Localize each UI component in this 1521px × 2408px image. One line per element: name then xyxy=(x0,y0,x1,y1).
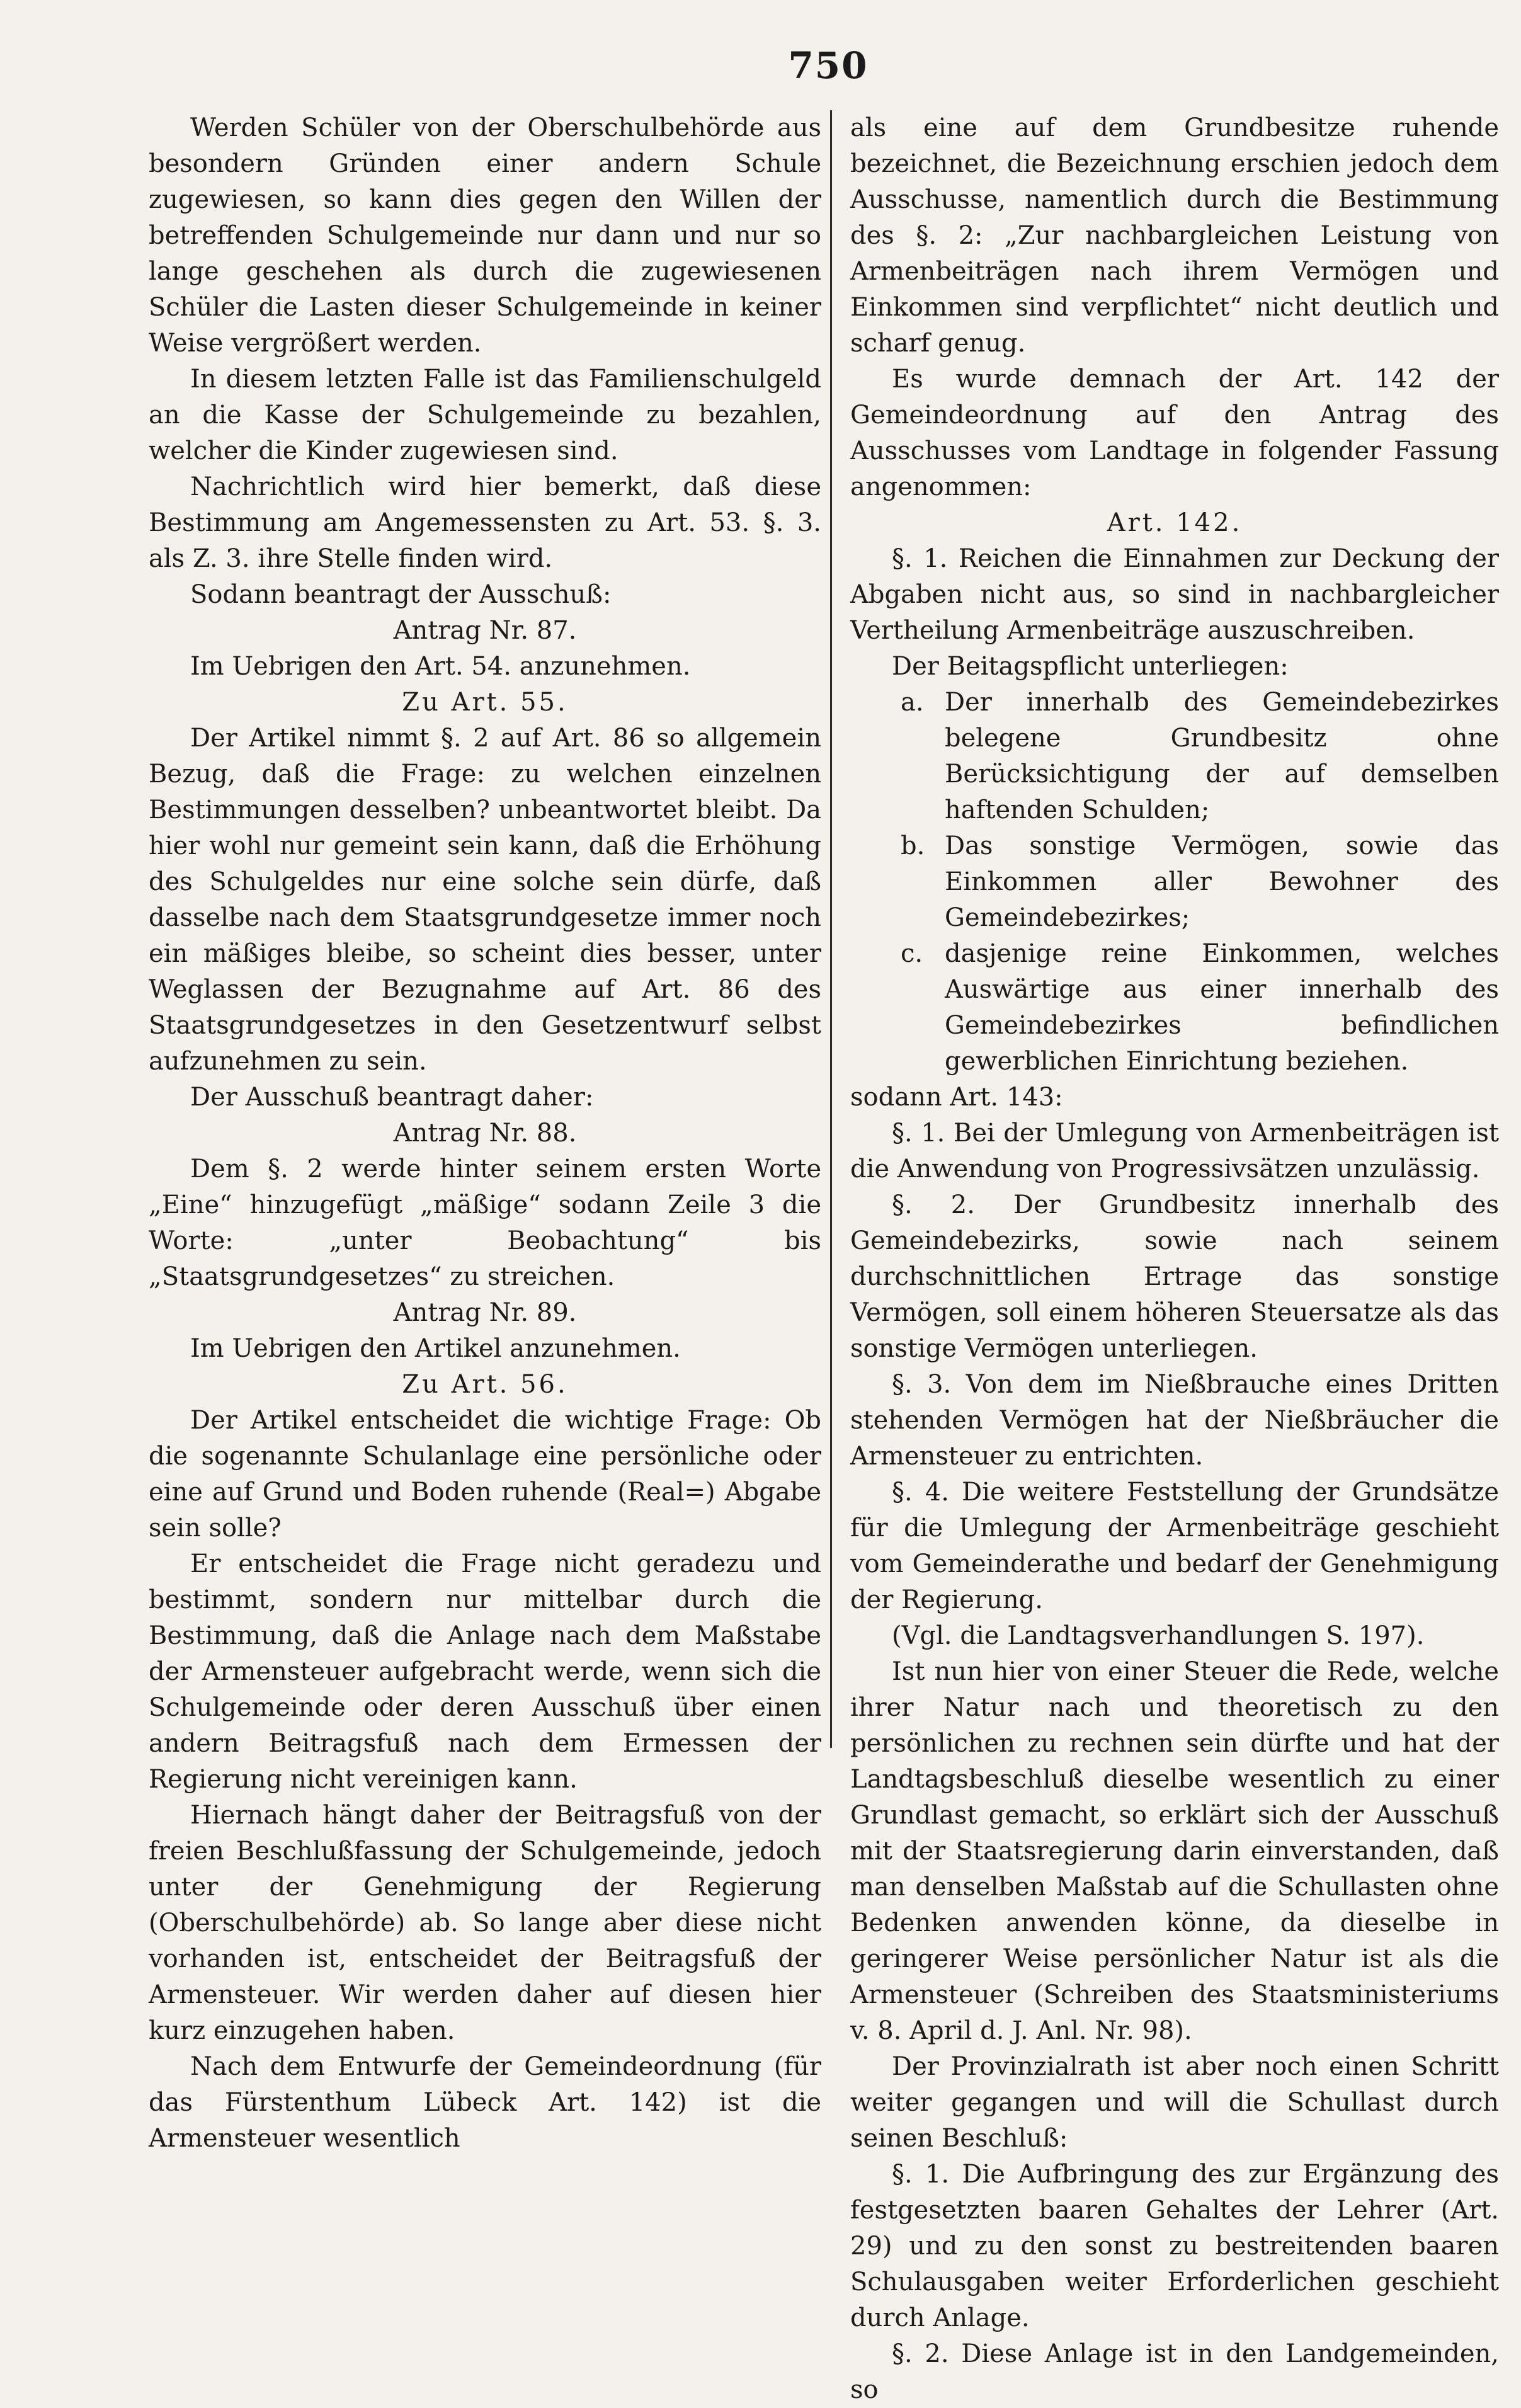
paragraph: sodann Art. 143: xyxy=(850,1083,1063,1112)
paragraph: Der Artikel entscheidet die wichtige Frage: Ob die sogenannte Schulanlage eine persönliche oder eine auf Grund und Boden ruhende (Real=) Abgabe sein solle? xyxy=(149,1406,821,1543)
paragraph: Im Uebrigen den Art. 54. anzunehmen. xyxy=(190,652,691,681)
paragraph: Werden Schüler von der Oberschulbehörde aus besondern Gründen einer andern Schule zugewiesen, so kann dies gegen den Willen der betreffenden Schulgemeinde nur dann und nur so lange geschehen als durch die zugewiesenen Schüler die Lasten dieser Schulgemeinde in keiner Weise vergrößert werden. xyxy=(149,113,821,358)
paragraph: Dem §. 2 werde hinter seinem ersten Worte „Eine“ hinzugefügt „mäßige“ sodann Zeile 3 die Worte: „unter Beobachtung“ bis „Staatsgrundgesetzes“ zu streichen. xyxy=(149,1155,821,1291)
paragraph: Hiernach hängt daher der Beitragsfuß von der freien Beschlußfassung der Schulgemeinde, jedoch unter der Genehmigung der Regierung (Oberschulbehörde) ab. So lange aber diese nicht vorhanden ist, entscheidet der Beitragsfuß der Armensteuer. Wir werden daher auf diesen hier kurz einzugehen haben. xyxy=(149,1801,821,2045)
paragraph: Ist nun hier von einer Steuer die Rede, welche ihrer Natur nach und theoretisch zu den persönlichen zu rechnen sein dürfte und hat der Landtagsbeschluß dieselbe wesentlich zu einer Grundlast gemacht, so erklärt sich der Ausschuß mit der Staatsregierung darin einverstanden, daß man denselben Maßstab auf die Schullasten ohne Bedenken anwenden könne, da dieselbe in geringerer Weise persönlicher Natur ist als die Armensteuer (Schreiben des Staatsministeriums v. 8. April d. J. Anl. Nr. 98). xyxy=(850,1657,1499,2045)
paragraph: §. 1. Bei der Umlegung von Armenbeiträgen ist die Anwendung von Progressivsätzen unzulässig. xyxy=(850,1119,1499,1184)
paragraph: Der Beitagspflicht unterliegen: xyxy=(892,652,1289,681)
list-item xyxy=(850,936,1499,1080)
article-heading: Art. 142. xyxy=(1107,508,1243,537)
paragraph: Im Uebrigen den Artikel anzunehmen. xyxy=(190,1334,681,1363)
paragraph: Er entscheidet die Frage nicht geradezu und bestimmt, sondern nur mittelbar durch die Bestimmung, daß die Anlage nach dem Maßstabe der Armensteuer aufgebracht werde, wenn sich die Schulgemeinde oder deren Ausschuß über einen andern Beitragsfuß nach dem Ermessen der Regierung nicht vereinigen kann. xyxy=(149,1549,821,1794)
paragraph: §. 1. Die Aufbringung des zur Ergänzung des festgesetzten baaren Gehaltes der Lehrer (Art. 29) und zu den sonst zu bestreitenden baaren Schulausgaben weiter Erforderlichen geschieht durch Anlage. xyxy=(850,2160,1499,2332)
list-item xyxy=(850,685,1499,828)
paragraph: §. 4. Die weitere Feststellung der Grundsätze für die Umlegung der Armenbeiträge geschieht vom Gemeinderathe und bedarf der Genehmigung der Regierung. xyxy=(850,1478,1499,1614)
paragraph: Sodann beantragt der Ausschuß: xyxy=(190,580,612,609)
right-column xyxy=(850,110,1499,2408)
list-item-label: b. xyxy=(901,831,925,860)
paragraph: §. 1. Reichen die Einnahmen zur Deckung der Abgaben nicht aus, so sind in nachbargleicher Vertheilung Armenbeiträge auszuschreiben. xyxy=(850,544,1499,645)
article-heading: Zu Art. 56. xyxy=(402,1370,568,1399)
paragraph: Nachrichtlich wird hier bemerkt, daß diese Bestimmung am Angemessensten zu Art. 53. §. 3. als Z. 3. ihre Stelle finden wird. xyxy=(149,472,821,573)
paragraph: §. 2. Diese Anlage ist in den Landgemeinden, so xyxy=(850,2339,1499,2404)
list-item-text: Das sonstige Vermögen, sowie das Einkommen aller Bewohner des Gemeindebezirkes; xyxy=(945,831,1499,932)
paragraph: Der Ausschuß beantragt daher: xyxy=(190,1083,594,1112)
motion-heading: Antrag Nr. 89. xyxy=(393,1298,577,1327)
left-column xyxy=(149,110,821,2157)
page-number: 750 xyxy=(788,44,869,87)
paragraph: Nach dem Entwurfe der Gemeindeordnung (für das Fürstenthum Lübeck Art. 142) ist die Armensteuer wesentlich xyxy=(149,2052,821,2153)
list-item-label: a. xyxy=(901,688,924,717)
paragraph: (Vgl. die Landtagsverhandlungen S. 197). xyxy=(892,1621,1425,1650)
motion-heading: Antrag Nr. 88. xyxy=(393,1119,577,1148)
paragraph: Es wurde demnach der Art. 142 der Gemeindeordnung auf den Antrag des Ausschusses vom Landtage in folgender Fassung angenommen: xyxy=(850,365,1499,501)
list-item xyxy=(850,828,1499,936)
list-item-label: c. xyxy=(901,939,923,968)
article-heading: Zu Art. 55. xyxy=(402,688,568,717)
paragraph: Der Provinzialrath ist aber noch einen Schritt weiter gegangen und will die Schullast durch seinen Beschluß: xyxy=(850,2052,1499,2153)
paragraph: als eine auf dem Grundbesitze ruhende bezeichnet, die Bezeichnung erschien jedoch dem Ausschusse, namentlich durch die Bestimmung des §. 2: „Zur nachbargleichen Leistung von Armenbeiträgen nach ihrem Vermögen und Einkommen sind verpflichtet“ nicht deutlich und scharf genug. xyxy=(850,113,1499,358)
paragraph: Der Artikel nimmt §. 2 auf Art. 86 so allgemein Bezug, daß die Frage: zu welchen einzelnen Bestimmungen desselben? unbeantwortet bleibt. Da hier wohl nur gemeint sein kann, daß die Erhöhung des Schulgeldes nur eine solche sein dürfe, daß dasselbe nach dem Staatsgrundgesetze immer noch ein mäßiges bleibe, so scheint dies besser, unter Weglassen der Bezugnahme auf Art. 86 des Staatsgrundgesetzes in den Gesetzentwurf selbst aufzunehmen zu sein. xyxy=(149,724,821,1076)
paragraph: §. 3. Von dem im Nießbrauche eines Dritten stehenden Vermögen hat der Nießbräucher die Armensteuer zu entrichten. xyxy=(850,1370,1499,1471)
paragraph: §. 2. Der Grundbesitz innerhalb des Gemeindebezirks, sowie nach seinem durchschnittlichen Ertrage das sonstige Vermögen, soll einem höheren Steuersatze als das sonstige Vermögen unterliegen. xyxy=(850,1190,1499,1363)
paragraph: In diesem letzten Falle ist das Familienschulgeld an die Kasse der Schulgemeinde zu bezahlen, welcher die Kinder zugewiesen sind. xyxy=(149,365,821,465)
motion-heading: Antrag Nr. 87. xyxy=(393,616,577,645)
list-item-text: dasjenige reine Einkommen, welches Auswärtige aus einer innerhalb des Gemeindebezirkes befindlichen gewerblichen Einrichtung beziehen. xyxy=(945,939,1499,1076)
list-item-text: Der innerhalb des Gemeindebezirkes belegene Grundbesitz ohne Berücksichtigung der auf demselben haftenden Schulden; xyxy=(945,688,1499,825)
column-divider xyxy=(830,110,832,1748)
